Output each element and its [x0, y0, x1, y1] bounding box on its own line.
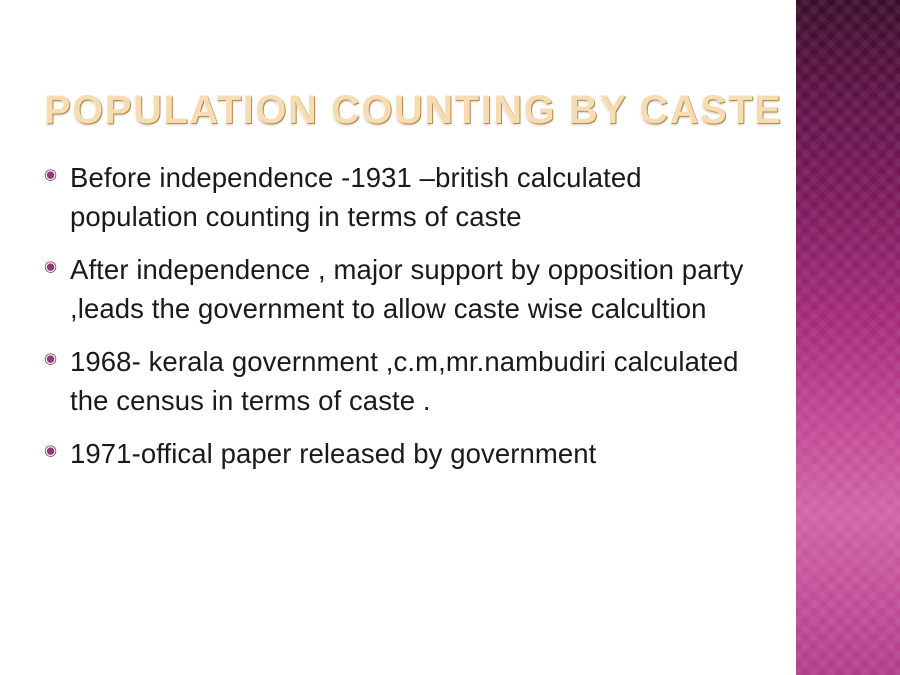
bullet-marker-icon: ◉ — [44, 258, 58, 276]
list-item — [44, 250, 754, 328]
slide-title: POPULATION COUNTING BY CASTE — [44, 88, 783, 132]
bullet-text: 1968- kerala government ,c.m,mr.nambudiri calculated the census in terms of caste . — [70, 346, 739, 417]
bullet-text: After independence , major support by opposition party ,leads the government to allow caste wise calcultion — [70, 254, 744, 325]
bullet-marker-icon: ◉ — [44, 350, 58, 368]
list-item — [44, 434, 754, 473]
bullet-marker-icon: ◉ — [44, 166, 58, 183]
list-item — [44, 158, 754, 236]
bullet-list — [44, 158, 754, 487]
bullet-text: Before independence -1931 –british calculated population counting in terms of caste — [70, 162, 642, 233]
decorative-right-band — [796, 0, 900, 675]
bullet-text: 1971-offical paper released by government — [70, 438, 597, 470]
bullet-marker-icon: ◉ — [44, 442, 58, 460]
band-edge-divider — [794, 0, 796, 675]
list-item — [44, 342, 754, 420]
